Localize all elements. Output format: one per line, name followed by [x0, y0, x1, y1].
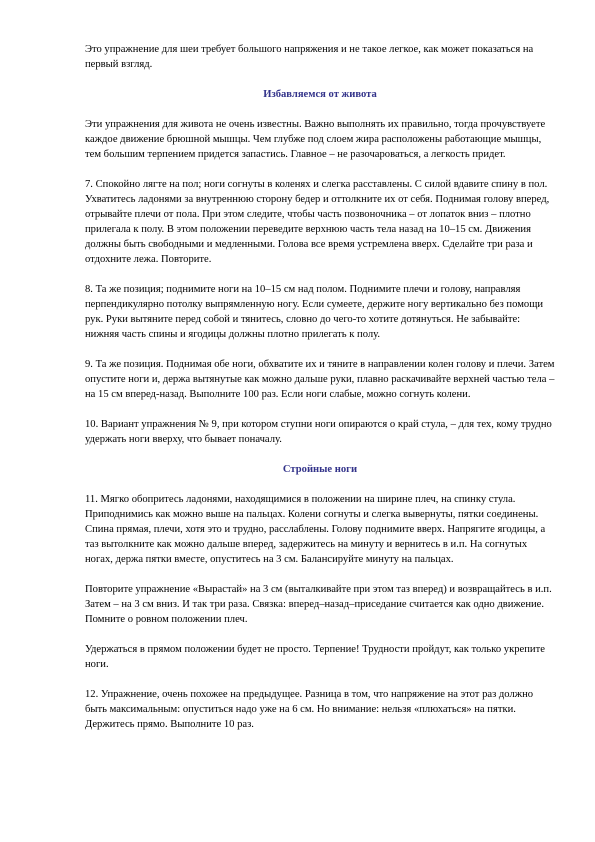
paragraph-neck-intro: Это упражнение для шеи требует большого напряжения и не такое легкое, как может показаться на первый взгляд.	[85, 44, 534, 70]
paragraph-exercise-10: 10. Вариант упражнения № 9, при котором ступни ноги опираются о край стула, – для тех, кому трудно удержать ноги вверху, что бывает поначалу.	[85, 419, 552, 445]
paragraph-exercise-9: 9. Та же позиция. Поднимая обе ноги, обхватите их и тяните в направлении колен голову и плечи. Затем опустите ноги и, держа вытянутые как можно дальше руки, плавно раскачивайте верхней частью тела – на 15 см вперед-назад. Выполните 100 раз. Если ноги слабые, можно согнуть колени.	[85, 359, 555, 400]
paragraph-exercise-8: 8. Та же позиция; поднимите ноги на 10–15 см над полом. Поднимите плечи и голову, направляя перпендикулярно потолку выпрямленную ногу. Если сумеете, держите ногу вертикально без помощи рук. Руки вытяните перед собой и тянитесь, словно до чего-то хотите дотянуться. Не забывайте: нижняя часть спины и ягодицы должны плотно прилегать к полу.	[85, 284, 544, 340]
document-page	[85, 42, 555, 747]
paragraph-exercise-11: 11. Мягко обопритесь ладонями, находящимися в положении на ширине плеч, на спинку стула. Приподнимись как можно выше на пальцах. Колени согнуты и слегка вывернуты, пятки соединены. Спина прямая, плечи, хотя это и трудно, расслаблены. Голову поднимите вверх. Напрягите ягодицы, а таз вытолкните как можно дальше вперед, задержитесь на минуту и вернитесь в и.п. На согнутых ногах, держа пятки вместе, опуститесь на 3 см. Балансируйте минуту на пальцах.	[85, 494, 546, 565]
paragraph-belly-intro: Эти упражнения для живота не очень известны. Важно выполнять их правильно, тогда прочувствуете каждое движение брюшной мышцы. Чем глубже под слоем жира расположены работающие мышцы, тем большим терпением придется запастись. Главное – не разочароваться, а легкость придет.	[85, 119, 546, 160]
paragraph-patience: Удержаться в прямом положении будет не просто. Терпение! Трудности пройдут, как только укрепите ноги.	[85, 644, 545, 670]
section-heading-legs: Стройные ноги	[282, 464, 358, 475]
section-heading-belly: Избавляемся от живота	[263, 89, 377, 100]
paragraph-exercise-7: 7. Спокойно лягте на пол; ноги согнуты в коленях и слегка расставлены. С силой вдавите спину в пол. Ухватитесь ладонями за внутреннюю сторону бедер и оттолкните их от себя. Поднимая голову вперед, отрывайте плечи от пола. При этом следите, чтобы часть позвоночника – от лопаток вниз – плотно прилегала к полу. В этом положении переведите верхнюю часть тела назад на 10–15 см. Движения должны быть свободными и медленными. Голова все время устремлена вверх. Сделайте три раза и отдохните лежа. Повторите.	[85, 179, 550, 265]
paragraph-exercise-12: 12. Упражнение, очень похожее на предыдущее. Разница в том, что напряжение на этот раз должно быть максимальным: опуститься надо уже на 6 см. Но внимание: нельзя «плюхаться» на пятки. Держитесь прямо. Выполните 10 раз.	[85, 689, 534, 730]
paragraph-repeat-exercise: Повторите упражнение «Вырастай» на 3 см (выталкивайте при этом таз вперед) и возвращайтесь в и.п. Затем – на 3 см вниз. И так три раза. Связка: вперед–назад–приседание считается как одно движение. Помните о ровном положении плеч.	[85, 584, 552, 625]
